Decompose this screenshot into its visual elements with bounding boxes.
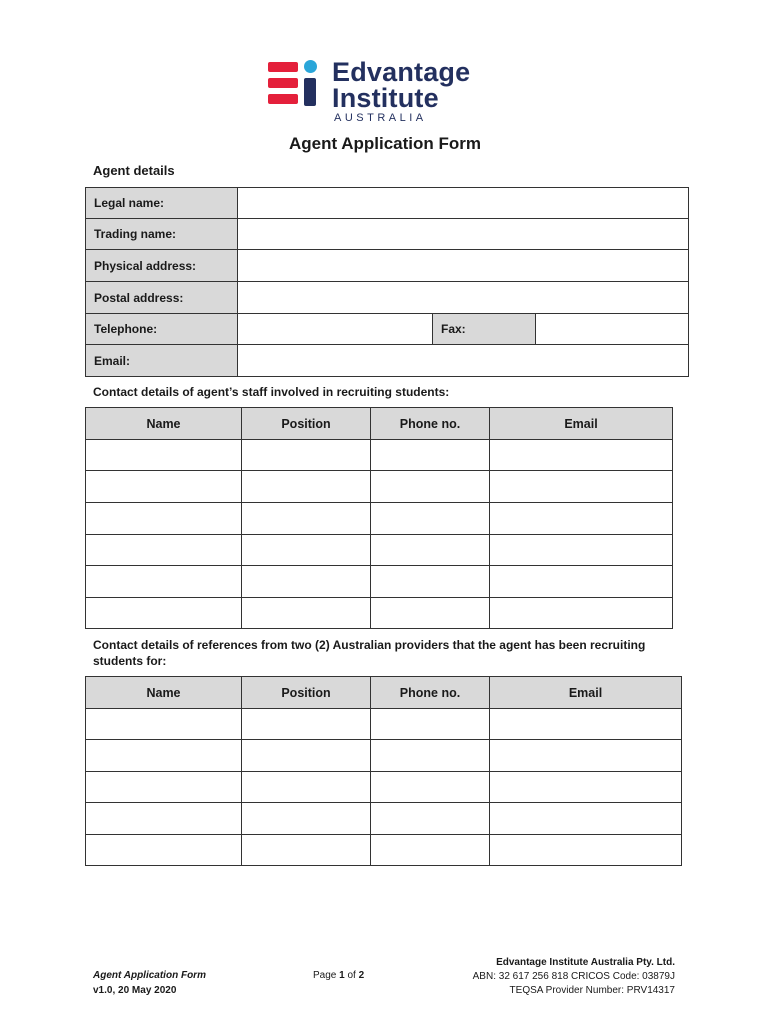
staff-table-row[interactable] bbox=[85, 565, 242, 598]
staff-col-position: Position bbox=[241, 407, 371, 440]
references-table-row[interactable] bbox=[489, 708, 682, 740]
staff-table-row[interactable] bbox=[370, 470, 490, 503]
staff-table-row[interactable] bbox=[489, 597, 673, 629]
label-telephone: Telephone: bbox=[85, 313, 238, 345]
legal-name-field[interactable] bbox=[237, 187, 689, 219]
footer-page-number bbox=[313, 970, 364, 981]
telephone-field[interactable] bbox=[237, 313, 433, 345]
staff-table-row[interactable] bbox=[85, 534, 242, 566]
fax-field[interactable] bbox=[535, 313, 689, 345]
staff-col-email: Email bbox=[489, 407, 673, 440]
label-email: Email: bbox=[85, 344, 238, 377]
logo-i-stem bbox=[304, 78, 316, 106]
footer-page-of: of bbox=[347, 970, 356, 981]
references-table-row[interactable] bbox=[489, 834, 682, 866]
email-field[interactable] bbox=[237, 344, 689, 377]
references-table-row[interactable] bbox=[85, 771, 242, 803]
edvantage-logo bbox=[268, 56, 508, 126]
references-table-row[interactable] bbox=[85, 802, 242, 835]
staff-table-row[interactable] bbox=[85, 470, 242, 503]
references-table-row[interactable] bbox=[85, 708, 242, 740]
label-trading-name: Trading name: bbox=[85, 218, 238, 250]
references-table-row[interactable] bbox=[85, 834, 242, 866]
footer-page-total: 2 bbox=[358, 970, 365, 981]
staff-col-phone: Phone no. bbox=[370, 407, 490, 440]
references-table-row[interactable] bbox=[241, 771, 371, 803]
references-table-row[interactable] bbox=[85, 739, 242, 772]
staff-table-row[interactable] bbox=[241, 502, 371, 535]
staff-col-name: Name bbox=[85, 407, 242, 440]
references-col-phone: Phone no. bbox=[370, 676, 490, 709]
staff-table-row[interactable] bbox=[489, 502, 673, 535]
references-table-row[interactable] bbox=[370, 739, 490, 772]
trading-name-field[interactable] bbox=[237, 218, 689, 250]
references-table-row[interactable] bbox=[241, 739, 371, 772]
references-table-row[interactable] bbox=[241, 834, 371, 866]
staff-heading: Contact details of agent’s staff involved in recruiting students: bbox=[93, 385, 450, 399]
references-heading: Contact details of references from two (2) Australian providers that the agent has been recruiting students for: bbox=[93, 638, 646, 668]
logo-text-australia: AUSTRALIA bbox=[334, 112, 427, 124]
physical-address-field[interactable] bbox=[237, 249, 689, 282]
staff-table-row[interactable] bbox=[489, 565, 673, 598]
references-table-row[interactable] bbox=[241, 708, 371, 740]
references-table-row[interactable] bbox=[241, 802, 371, 835]
label-postal-address: Postal address: bbox=[85, 281, 238, 314]
staff-table-row[interactable] bbox=[370, 502, 490, 535]
logo-text-edvantage: Edvantage bbox=[332, 57, 471, 87]
staff-table-row[interactable] bbox=[241, 565, 371, 598]
logo-i-dot-icon bbox=[304, 60, 317, 73]
staff-table-row[interactable] bbox=[241, 470, 371, 503]
references-table-row[interactable] bbox=[370, 802, 490, 835]
staff-table-row[interactable] bbox=[370, 534, 490, 566]
references-table-row[interactable] bbox=[370, 708, 490, 740]
label-physical-address: Physical address: bbox=[85, 249, 238, 282]
agent-details-heading: Agent details bbox=[93, 163, 175, 178]
references-table-row[interactable] bbox=[489, 802, 682, 835]
references-col-position: Position bbox=[241, 676, 371, 709]
staff-table-row[interactable] bbox=[489, 439, 673, 471]
logo-bar-top bbox=[268, 62, 298, 72]
references-table-row[interactable] bbox=[370, 771, 490, 803]
footer-company: Edvantage Institute Australia Pty. Ltd. bbox=[496, 957, 675, 968]
staff-table-row[interactable] bbox=[85, 439, 242, 471]
footer-doc-name: Agent Application Form bbox=[93, 970, 206, 981]
footer-teqsa: TEQSA Provider Number: PRV14317 bbox=[509, 985, 675, 996]
footer-page-prefix: Page bbox=[313, 970, 337, 981]
label-legal-name: Legal name: bbox=[85, 187, 238, 219]
logo-bar-middle bbox=[268, 78, 298, 88]
staff-table-row[interactable] bbox=[370, 565, 490, 598]
staff-table-row[interactable] bbox=[241, 534, 371, 566]
staff-table-row[interactable] bbox=[489, 470, 673, 503]
footer-page-current: 1 bbox=[339, 970, 345, 981]
references-col-name: Name bbox=[85, 676, 242, 709]
references-table-row[interactable] bbox=[370, 834, 490, 866]
logo-bar-bottom bbox=[268, 94, 298, 104]
footer-abn: ABN: 32 617 256 818 CRICOS Code: 03879J bbox=[472, 971, 675, 982]
staff-table-row[interactable] bbox=[241, 439, 371, 471]
staff-table-row[interactable] bbox=[370, 597, 490, 629]
footer-version: v1.0, 20 May 2020 bbox=[93, 985, 177, 996]
staff-table-row[interactable] bbox=[370, 439, 490, 471]
form-title: Agent Application Form bbox=[288, 134, 482, 153]
label-fax: Fax: bbox=[432, 313, 536, 345]
postal-address-field[interactable] bbox=[237, 281, 689, 314]
references-table-row[interactable] bbox=[489, 739, 682, 772]
references-table-row[interactable] bbox=[489, 771, 682, 803]
references-col-email: Email bbox=[489, 676, 682, 709]
logo-text-institute: Institute bbox=[332, 83, 439, 113]
staff-table-row[interactable] bbox=[489, 534, 673, 566]
staff-table-row[interactable] bbox=[241, 597, 371, 629]
staff-table-row[interactable] bbox=[85, 597, 242, 629]
staff-table-row[interactable] bbox=[85, 502, 242, 535]
